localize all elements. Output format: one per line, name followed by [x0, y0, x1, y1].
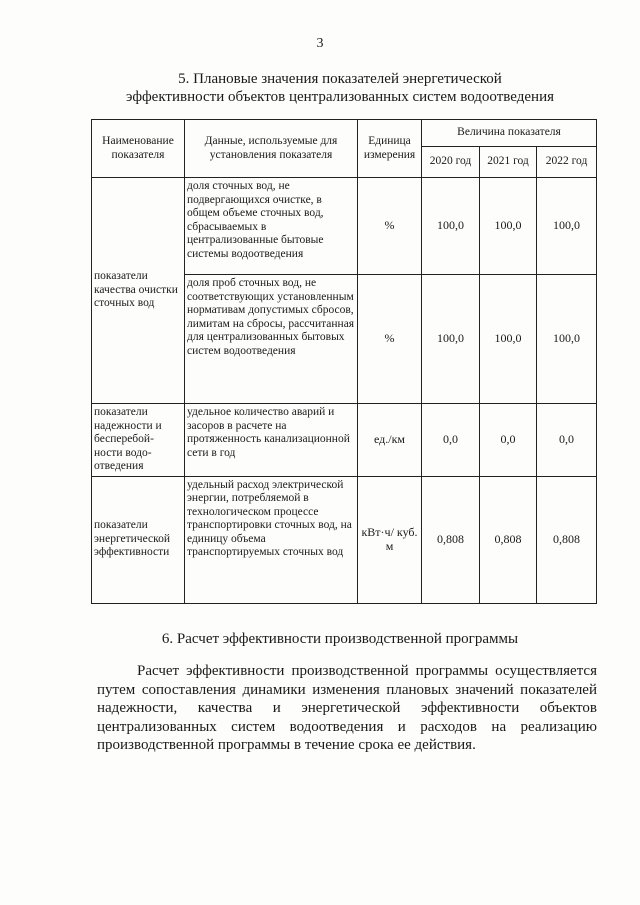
row-value-2020: 100,0: [422, 275, 480, 404]
row-value-2020: 0,0: [422, 404, 480, 477]
section-5-title-line-2: эффективности объектов централизованных систем водоотведения: [125, 89, 554, 105]
row-unit: ед./км: [358, 404, 422, 477]
row-value-2022: 100,0: [537, 275, 597, 404]
section-6-title: 6. Расчет эффективности производственной программы: [161, 631, 519, 647]
row-value-2021: 100,0: [480, 275, 537, 404]
row-value-2022: 100,0: [537, 178, 597, 275]
row-value-2021: 0,808: [480, 476, 537, 603]
group-name-reliability: показатели надежности и бесперебой-ности водо-отведения: [92, 404, 185, 477]
header-unit: Единица измерения: [358, 120, 422, 178]
page-number: 3: [316, 36, 324, 51]
section-5-title-line-1: 5. Плановые значения показателей энергетической: [178, 71, 502, 87]
table-row: [92, 404, 597, 477]
row-data: удельное количество аварий и засоров в расчете на протяженность канализационной сети в год: [185, 404, 358, 477]
row-data: удельный расход электрической энергии, потребляемой в технологическом процессе транспортировки сточных вод, на единицу объема транспортируемых сточных вод: [185, 476, 358, 603]
row-value-2020: 0,808: [422, 476, 480, 603]
header-value-group: Величина показателя: [422, 120, 597, 147]
row-unit: %: [358, 178, 422, 275]
indicators-table: [91, 119, 597, 604]
table-row: [92, 476, 597, 603]
header-year-2020: 2020 год: [422, 147, 480, 178]
row-unit: кВт·ч/ куб. м: [358, 476, 422, 603]
table-row: [92, 178, 597, 275]
header-year-2022: 2022 год: [537, 147, 597, 178]
group-name-quality: показатели качества очистки сточных вод: [92, 178, 185, 404]
header-data: Данные, используемые для установления показателя: [185, 120, 358, 178]
section-5-title: [60, 70, 620, 106]
efficiency-paragraph: Расчет эффективности производственной программы осуществляется путем сопоставления динамики изменения плановых значений показателей надежности, качества и энергетической эффективности объектов централизованных систем водоотведения и расходов на реализацию производственной программы в течение срока ее действия.: [97, 663, 597, 753]
row-unit: %: [358, 275, 422, 404]
row-value-2020: 100,0: [422, 178, 480, 275]
header-year-2021: 2021 год: [480, 147, 537, 178]
group-name-energy: показатели энергетической эффективности: [92, 476, 185, 603]
row-data: доля проб сточных вод, не соответствующих установленным нормативам допустимых сбросов, лимитам на сбросы, рассчитанная для централизованных бытовых систем водоотведения: [185, 275, 358, 404]
row-data: доля сточных вод, не подвергающихся очистке, в общем объеме сточных вод, сбрасываемых в централизованные бытовые системы водоотведения: [185, 178, 358, 275]
row-value-2022: 0,808: [537, 476, 597, 603]
header-name: Наименование показателя: [92, 120, 185, 178]
row-value-2022: 0,0: [537, 404, 597, 477]
row-value-2021: 100,0: [480, 178, 537, 275]
table-header-row: [92, 120, 597, 147]
row-value-2021: 0,0: [480, 404, 537, 477]
